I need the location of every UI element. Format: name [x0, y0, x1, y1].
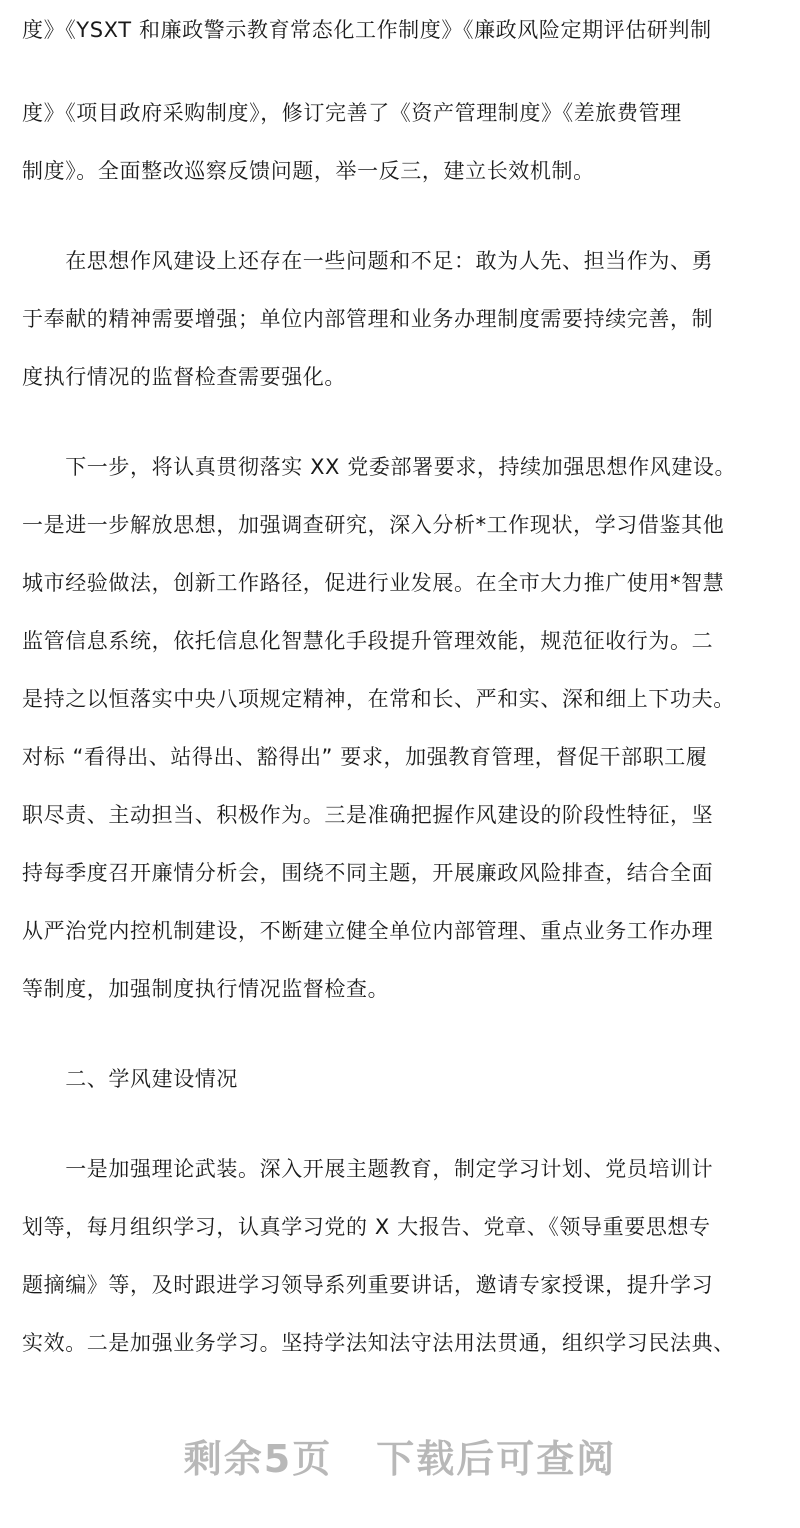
document-line: 二、学风建设情况: [22, 1067, 238, 1091]
document-line: 是持之以恒落实中央八项规定精神，在常和长、严和实、深和细上下功夫。: [22, 687, 735, 711]
document-line: 职尽责、主动担当、积极作为。三是准确把握作风建设的阶段性特征，坚: [22, 803, 714, 827]
remaining-pages-text: 剩余5页: [183, 1437, 333, 1481]
document-line: 制度》。全面整改巡察反馈问题，举一反三，建立长效机制。: [22, 159, 595, 183]
document-line: 一是进一步解放思想，加强调查研究，深入分析*工作现状，学习借鉴其他: [22, 513, 725, 537]
document-line: 划等，每月组织学习，认真学习党的 X 大报告、党章、《领导重要思想专: [22, 1215, 711, 1239]
document-line: 在思想作风建设上还存在一些问题和不足：敢为人先、担当作为、勇: [22, 249, 714, 273]
document-line: 度》《YSXT 和廉政警示教育常态化工作制度》《廉政风险定期评估研判制: [22, 18, 712, 42]
document-line: 监管信息系统，依托信息化智慧化手段提升管理效能，规范征收行为。二: [22, 629, 714, 653]
document-line: 对标 “看得出、站得出、豁得出” 要求，加强教育管理，督促干部职工履: [22, 745, 708, 769]
document-line: 从严治党内控机制建设，不断建立健全单位内部管理、重点业务工作办理: [22, 919, 714, 943]
document-line: 于奉献的精神需要增强；单位内部管理和业务办理制度需要持续完善，制: [22, 307, 714, 331]
document-line: 持每季度召开廉情分析会，围绕不同主题，开展廉政风险排查，结合全面: [22, 861, 714, 885]
document-line: 度执行情况的监督检查需要强化。: [22, 365, 346, 389]
document-line: 一是加强理论武装。深入开展主题教育，制定学习计划、党员培训计: [22, 1157, 714, 1181]
document-line: 等制度，加强制度执行情况监督检查。: [22, 977, 390, 1001]
document-line: 度》《项目政府采购制度》，修订完善了《资产管理制度》《差旅费管理: [22, 101, 682, 125]
document-line: 城市经验做法，创新工作路径，促进行业发展。在全市大力推广使用*智慧: [22, 571, 725, 595]
download-to-view-text: 下载后可查阅: [376, 1437, 617, 1481]
document-line: 题摘编》等，及时跟进学习领导系列重要讲话，邀请专家授课，提升学习: [22, 1273, 714, 1297]
remaining-pages-banner[interactable]: [0, 1428, 800, 1483]
document-line: 实效。二是加强业务学习。坚持学法知法守法用法贯通，组织学习民法典、: [22, 1331, 735, 1355]
document-line: 下一步，将认真贯彻落实 XX 党委部署要求，持续加强思想作风建设。: [22, 455, 737, 479]
